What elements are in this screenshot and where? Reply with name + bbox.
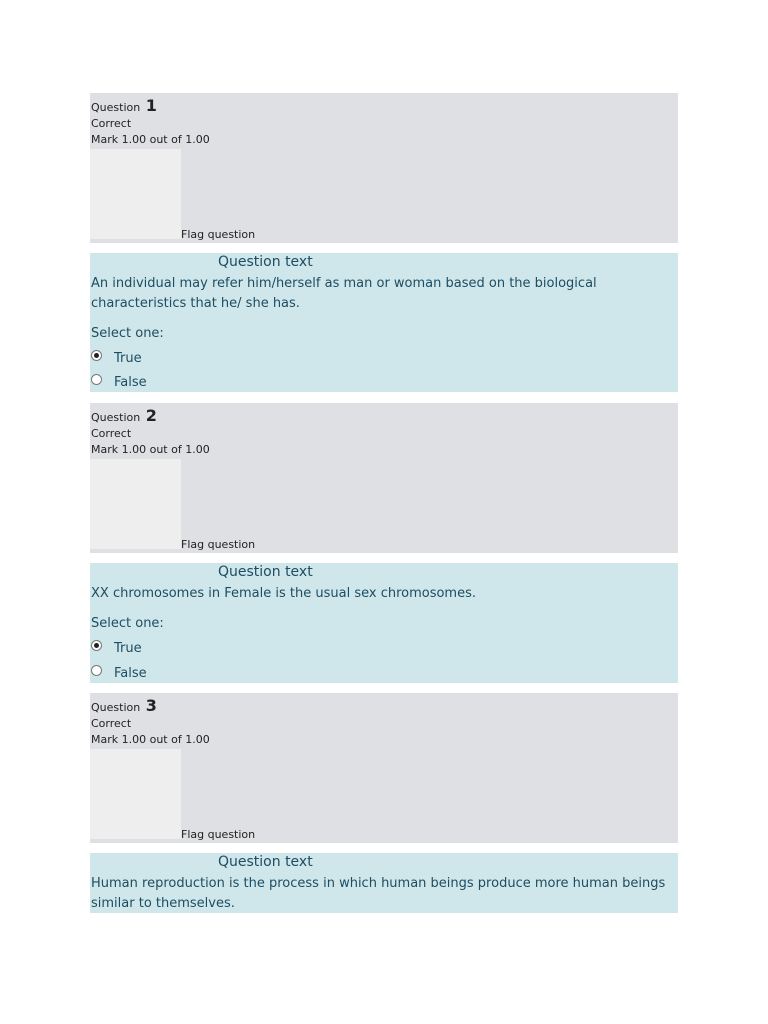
question-text: XX chromosomes in Female is the usual sex chromosomes. bbox=[91, 586, 476, 601]
radio-unselected-icon[interactable] bbox=[91, 665, 102, 676]
radio-unselected-icon[interactable] bbox=[91, 374, 102, 385]
question-2-info bbox=[90, 403, 678, 553]
flag-area bbox=[90, 749, 181, 839]
question-grade: Mark 1.00 out of 1.00 bbox=[91, 733, 210, 746]
question-state: Correct bbox=[91, 717, 132, 730]
flag-question-link[interactable]: Flag question bbox=[181, 538, 256, 551]
question-text: Human reproduction is the process in which human beings produce more human beings similar to themselves. bbox=[91, 876, 666, 911]
question-grade: Mark 1.00 out of 1.00 bbox=[91, 133, 210, 146]
flag-question-link[interactable]: Flag question bbox=[181, 828, 256, 841]
select-one-prompt: Select one: bbox=[91, 326, 164, 341]
question-2-content: Question text XX chromosomes in Female is the usual sex chromosomes. Select one: True False bbox=[90, 563, 678, 683]
question-state: Correct bbox=[91, 427, 132, 440]
question-text: An individual may refer him/herself as man or woman based on the biological characteristics that he/ she has. bbox=[91, 276, 597, 311]
question-1-info bbox=[90, 93, 678, 243]
radio-selected-icon[interactable] bbox=[91, 350, 102, 361]
flag-question-link[interactable]: Flag question bbox=[181, 228, 256, 241]
question-state: Correct bbox=[91, 117, 132, 130]
question-3-info bbox=[90, 693, 678, 843]
question-grade: Mark 1.00 out of 1.00 bbox=[91, 443, 210, 456]
question-number: Question 3 bbox=[91, 696, 157, 715]
question-text-heading: Question text bbox=[218, 854, 313, 870]
question-text-heading: Question text bbox=[218, 254, 313, 270]
question-1-content: Question text An individual may refer him/herself as man or woman based on the biological characteristics that he/ she has. Select one: True False bbox=[90, 253, 678, 392]
question-3-content bbox=[90, 853, 678, 913]
select-one-prompt: Select one: bbox=[91, 616, 164, 631]
flag-area bbox=[90, 459, 181, 549]
question-text-heading: Question text bbox=[218, 564, 313, 580]
question-number: Question 1 bbox=[91, 96, 157, 115]
flag-area bbox=[90, 149, 181, 239]
radio-selected-icon[interactable] bbox=[91, 640, 102, 651]
question-number: Question 2 bbox=[91, 406, 157, 425]
